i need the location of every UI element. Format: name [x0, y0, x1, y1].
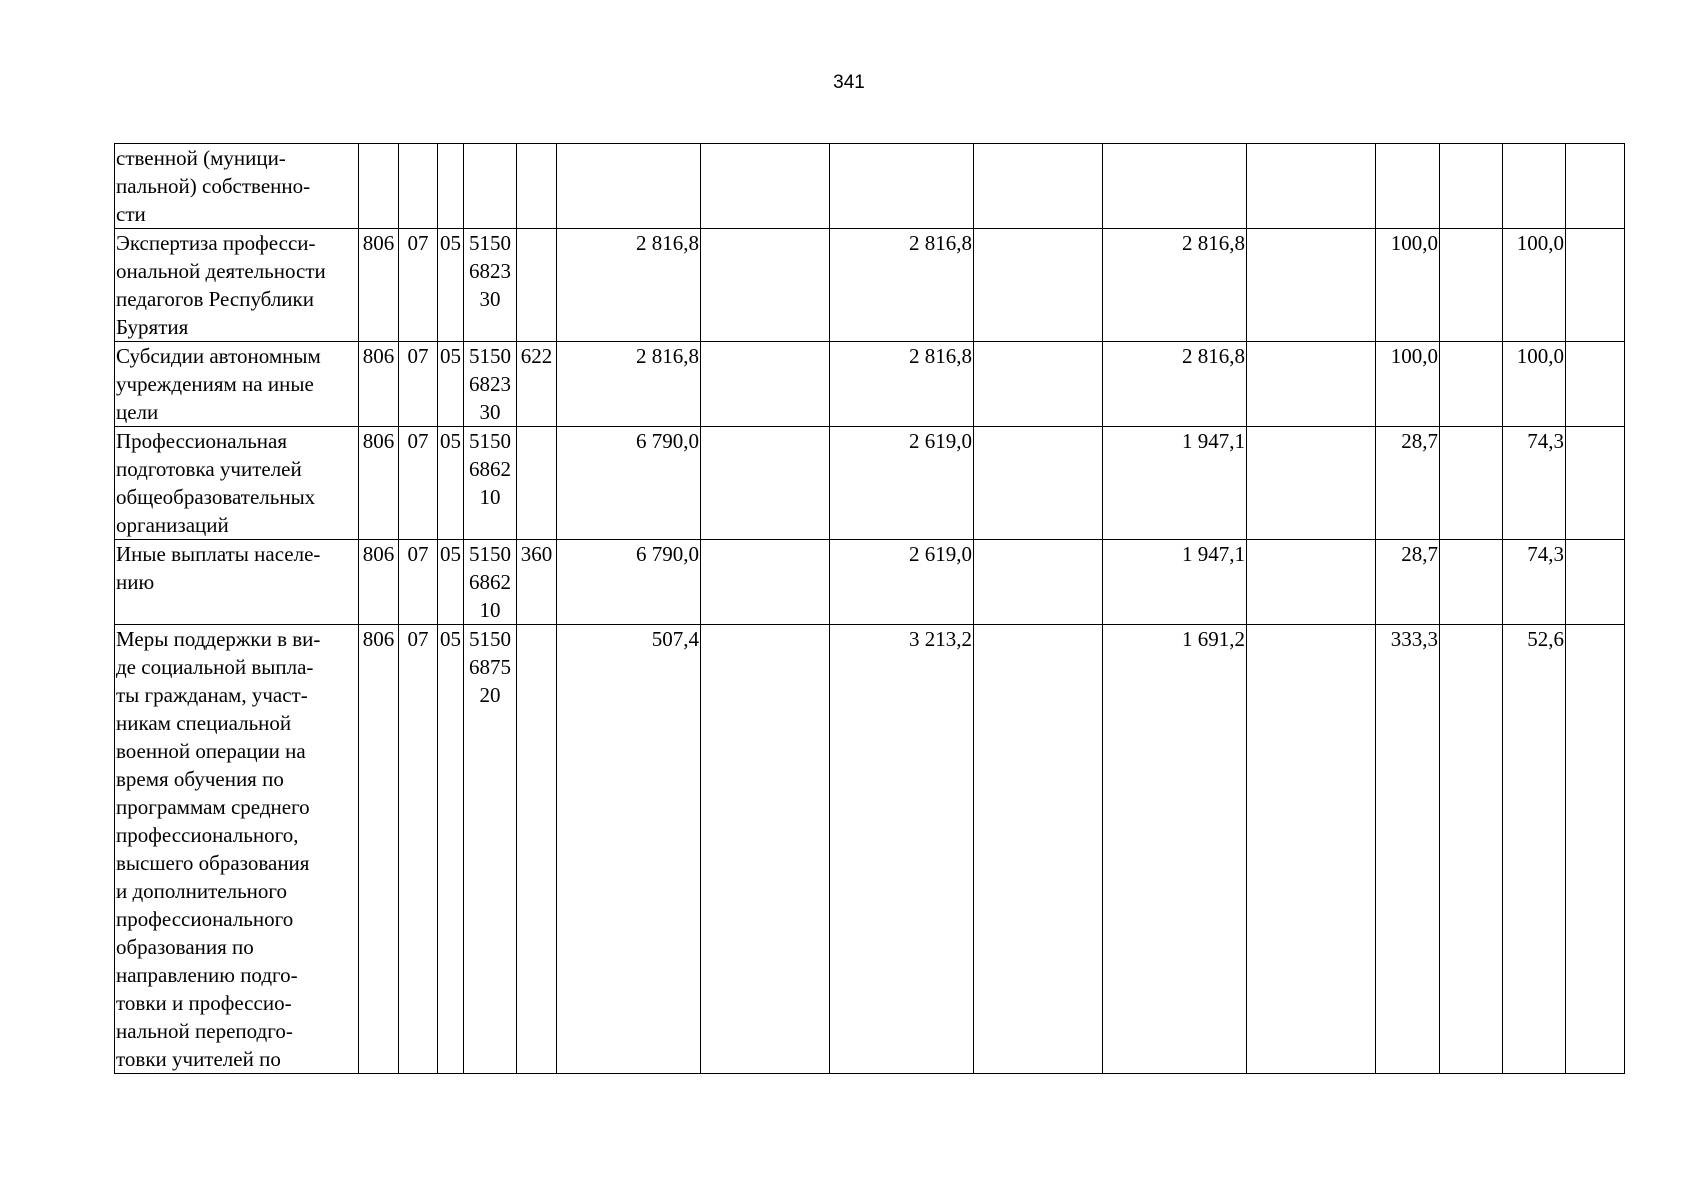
empty-cell [1566, 342, 1625, 427]
row-name: Иные выплаты населе- нию [115, 540, 359, 625]
amount-1: 2 816,8 [557, 229, 701, 342]
empty-cell [1440, 540, 1503, 625]
empty-cell [974, 342, 1103, 427]
empty-cell [1247, 342, 1376, 427]
amount-1: 2 816,8 [557, 342, 701, 427]
amount-3: 1 691,2 [1103, 625, 1247, 1074]
percent-2: 100,0 [1503, 229, 1566, 342]
page-number: 341 [833, 72, 865, 93]
empty-cell [1566, 229, 1625, 342]
empty-cell [974, 229, 1103, 342]
percent-2: 74,3 [1503, 540, 1566, 625]
budget-table [114, 143, 1625, 1074]
target-article-code: 5150 6823 30 [464, 229, 517, 342]
empty-cell [1247, 144, 1376, 229]
empty-cell [701, 625, 830, 1074]
empty-cell [701, 342, 830, 427]
empty-cell [1247, 625, 1376, 1074]
grbs-code: 806 [359, 427, 399, 540]
amount-2 [830, 144, 974, 229]
percent-2 [1503, 144, 1566, 229]
empty-cell [701, 229, 830, 342]
subsection-code [438, 144, 464, 229]
empty-cell [974, 540, 1103, 625]
expense-type-code [517, 144, 557, 229]
target-article-code [464, 144, 517, 229]
empty-cell [1247, 540, 1376, 625]
grbs-code: 806 [359, 229, 399, 342]
amount-1: 6 790,0 [557, 427, 701, 540]
percent-1: 100,0 [1376, 229, 1440, 342]
expense-type-code [517, 625, 557, 1074]
table-row [115, 342, 1625, 427]
target-article-code: 5150 6862 10 [464, 427, 517, 540]
amount-2: 2 619,0 [830, 540, 974, 625]
target-article-code: 5150 6875 20 [464, 625, 517, 1074]
subsection-code: 05 [438, 540, 464, 625]
target-article-code: 5150 6823 30 [464, 342, 517, 427]
table-row [115, 427, 1625, 540]
section-code: 07 [399, 540, 438, 625]
amount-3: 1 947,1 [1103, 540, 1247, 625]
empty-cell [701, 144, 830, 229]
expense-type-code: 622 [517, 342, 557, 427]
table-row [115, 625, 1625, 1074]
expense-type-code [517, 229, 557, 342]
amount-2: 3 213,2 [830, 625, 974, 1074]
section-code: 07 [399, 427, 438, 540]
row-name: Экспертиза професси- ональной деятельности педагогов Республики Бурятия [115, 229, 359, 342]
percent-1: 28,7 [1376, 540, 1440, 625]
section-code: 07 [399, 342, 438, 427]
percent-2: 100,0 [1503, 342, 1566, 427]
subsection-code: 05 [438, 625, 464, 1074]
empty-cell [701, 540, 830, 625]
amount-1: 507,4 [557, 625, 701, 1074]
amount-3 [1103, 144, 1247, 229]
subsection-code: 05 [438, 229, 464, 342]
empty-cell [1440, 229, 1503, 342]
section-code: 07 [399, 625, 438, 1074]
empty-cell [1440, 144, 1503, 229]
expense-type-code: 360 [517, 540, 557, 625]
percent-1: 100,0 [1376, 342, 1440, 427]
target-article-code: 5150 6862 10 [464, 540, 517, 625]
amount-2: 2 816,8 [830, 229, 974, 342]
table-row [115, 144, 1625, 229]
grbs-code: 806 [359, 625, 399, 1074]
table-row [115, 540, 1625, 625]
empty-cell [1566, 625, 1625, 1074]
empty-cell [1566, 144, 1625, 229]
empty-cell [1566, 427, 1625, 540]
empty-cell [1440, 342, 1503, 427]
percent-1: 28,7 [1376, 427, 1440, 540]
grbs-code: 806 [359, 540, 399, 625]
expense-type-code [517, 427, 557, 540]
grbs-code: 806 [359, 342, 399, 427]
empty-cell [1247, 427, 1376, 540]
empty-cell [974, 427, 1103, 540]
table-row [115, 229, 1625, 342]
empty-cell [1440, 625, 1503, 1074]
amount-3: 1 947,1 [1103, 427, 1247, 540]
percent-1 [1376, 144, 1440, 229]
amount-2: 2 816,8 [830, 342, 974, 427]
empty-cell [974, 625, 1103, 1074]
row-name: Субсидии автономным учреждениям на иные цели [115, 342, 359, 427]
row-name: ственной (муници- пальной) собственно- сти [115, 144, 359, 229]
amount-1 [557, 144, 701, 229]
empty-cell [1247, 229, 1376, 342]
percent-2: 74,3 [1503, 427, 1566, 540]
empty-cell [1440, 427, 1503, 540]
empty-cell [974, 144, 1103, 229]
empty-cell [1566, 540, 1625, 625]
subsection-code: 05 [438, 342, 464, 427]
amount-1: 6 790,0 [557, 540, 701, 625]
grbs-code [359, 144, 399, 229]
amount-3: 2 816,8 [1103, 342, 1247, 427]
section-code [399, 144, 438, 229]
row-name: Профессиональная подготовка учителей общеобразовательных организаций [115, 427, 359, 540]
row-name: Меры поддержки в ви- де социальной выпла- ты гражданам, участ- никам специальной военной операции на время обучения по программам среднего профессионального, высшего образования и дополнительного профессионального образования по направлению подго- товки и профессио- нальной переподго- товки учителей по [115, 625, 359, 1074]
subsection-code: 05 [438, 427, 464, 540]
amount-3: 2 816,8 [1103, 229, 1247, 342]
empty-cell [701, 427, 830, 540]
percent-1: 333,3 [1376, 625, 1440, 1074]
amount-2: 2 619,0 [830, 427, 974, 540]
section-code: 07 [399, 229, 438, 342]
percent-2: 52,6 [1503, 625, 1566, 1074]
